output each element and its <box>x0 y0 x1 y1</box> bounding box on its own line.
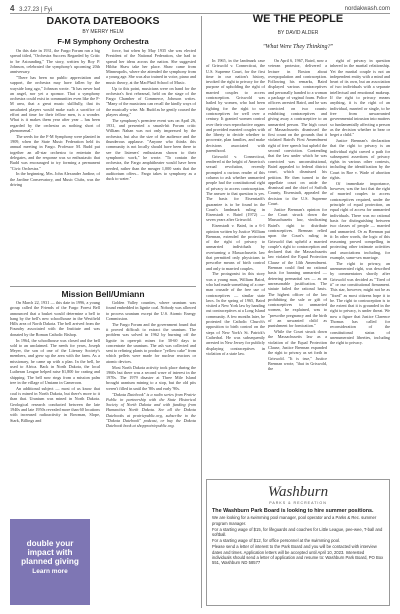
ad-headline: double your impact with planned giving <box>21 539 79 566</box>
paragraph: On March 22, 1931 — this date in 1996, a young group called the Friends of the Fargo Forest Bell announced that a basket would determine a bell to hang by the bell's new schoolhouse in the Westfield Hills area of North Dakota. The bell arrived from the Foundry associated with the Institute and was donated by the Roman Catholic Bishop. <box>10 300 100 337</box>
right-subtitle: "What Were They Thinking?" <box>262 44 334 50</box>
paragraph: Golden Valley counties, where uranium was found embedded in lignite coal. Nobody was allowed to process uranium except the U.S. Atomic Energy Commission. <box>106 300 196 321</box>
right-col-3 <box>330 58 390 474</box>
left-byline: BY MERRY HELM <box>82 29 124 35</box>
column-divider <box>201 16 202 608</box>
paragraph: In 1965, in the landmark case of Griswold v. Connecticut, the U.S. Supreme Court, for the first time in our nation's history, invoked the right to privacy for the purpose of upholding the right of married couples to access contraception. Griswold was hailed by women, who had been fighting for the right to use contraceptives for well over a century. It granted women control over their own reproductive organs and provided married couples with the liberty to decide whether to procreate, plan families, and make decisions associated with parenthood. <box>206 58 265 154</box>
we-the-people-title: WE THE PEOPLE <box>252 13 344 25</box>
washburn-body-1: We are looking for a swimming pool manager, pool operator and a Parks & Rec. summer program manager. <box>212 515 377 526</box>
mission-col-2 <box>106 300 196 606</box>
paragraph: Most North Dakota activity took place during the 1960s but there was a second wave of interest in the 1970s. The 1979 disaster at Three Mile Island brought uranium mining to a stop, but the old pits weren't filled in until the '80s and early '90s. <box>106 364 196 391</box>
left-subtitle: F-M Symphony Orchestra <box>57 37 149 46</box>
paragraph: In the beginning, Mrs. John Alexander Jardine, of the Jardine Conservatory, and Music Clubs, was the driving <box>10 171 100 187</box>
paragraph: The symphony's premiere event was on April 26, 1931, and presented a smash-hit Forum critic William Nahan was not only impressed by the orchestra, but also the size of the audience and the thunderous applause. "Anyone who thinks this community is not locally should have been there to see the listeners' enthusiasm shown to their symphonic work," he wrote. "To contain the orchestra, the Fargo amphitheater would have been needed, rather than the meager 1,000 seats that the auditorium offers... Fargo takes to symphony as a duck to water." <box>106 117 196 182</box>
washburn-body-3: For a starting wage of $12, for office personnel at the swimming pool. <box>212 538 341 544</box>
washburn-tagline: PARKS & RECREATION <box>269 501 327 505</box>
page-info: 4 3.27.23 | Fyi <box>10 4 53 13</box>
ad-cta[interactable]: Learn more <box>32 568 68 575</box>
paragraph: Up to this point, musicians were on hand for the orchestra's first rehearsal, held on the stage of the Fargo Chamber of Commerce, Johnson writes. "Many of the musicians can recall the kindly ways of the musically wise. Mr. Budd as he gently coaxed the players along." <box>106 85 196 118</box>
paragraph: "Dakota Datebook" is a radio series from Prairie Public in partnership with the State Historical Society of North Dakota and with funding from Humanities North Dakota. See all the Dakota Datebooks at prairiepublic.org, subscribe to the "Dakota Datebook" podcast, or buy the Dakota Datebook book at shopprairiepublic.org. <box>106 391 196 429</box>
washburn-logo: Washburn <box>267 484 329 500</box>
washburn-body-2: For a starting wage of $15, for lifeguards and coaches for Little League, pee-wee, T-ball and softball. <box>212 526 383 538</box>
paragraph: Justice Brennan's opinion for the Court struck down the Massachusetts law, vindicating Baird's right to distribute contraceptives. Brennan relied upon the Court's ruling in Griswold that upheld a married couple's right to contraception and declared that the Massachusetts law violated the Equal Protection Clause of the 14th Amendment. Brennan could find no rational basis for banning unmarried — deterring premarital sex — as an unreasonable justification. The statute failed the rational basis. The highest officer of the law prohibiting the sale or gift of contraceptives to unmarried women, he explained, was to "prescribe pregnancy and the birth of an unwanted child as punishment for fornication." <box>268 206 327 329</box>
paragraph: Of immediate importance, however, was the fact that the right of married couples to access contraceptives required, under the principle of equal protection, an equal right of access for unmarried individuals. There was no rational basis for distinguishing between two classes of people — married and unmarried. Or as Brennan put it: In other words, the logic of this reasoning proved compelling in protecting other intimate activities and associations including, for example, same-sex marriage. <box>330 180 390 260</box>
paragraph: Griswold v. Connecticut, rendered at the height of America's sexual revolution, recently prompted a curious reader of this column to ask whether unmarried people had the constitutional right of privacy to access contraception. The answer to that question is yes. The basis for Eisenstadt's guarantee is to be found in the Court's landmark ruling in Eisenstadt v. Baird (1972) — seven years after Griswold. <box>206 153 265 223</box>
website-link[interactable]: nordakwash.com <box>344 5 390 12</box>
paragraph: An additional subject — most of us know that coal is mined in North Dakota, but there's more to it than that. Uranium was mined in North Dakota. Geological research conducted between the late 1940s and late 1950s revealed more than 60 locations with increased radioactivity in Bowman, Slope, Stark, Billings and <box>10 385 100 423</box>
washburn-body-4: Please send a letter of interest to the Park Board and you will be contacted with interview dates and times. Application letters will be accepted until April 10, 2023. Interested individuals should send a letter of application and resume to: Washburn Park Board, PO Box 551, Washburn ND 58577 <box>212 544 384 566</box>
paragraph: The right to privacy, an unenumerated right, was described by commentators shortly after Griswold was decided as "Tired of it" or our constitutional firmament. This star, however, might not be as "fixed" as most citizens hope it to be. The right to contraception is to the extent that it is grounded in the right to privacy, is under threat. We now a figure that Justice Clarence Thomas has called for reconsideration of the constitutional status of unenumerated liberties, including the right to privacy. <box>330 260 390 346</box>
right-col-1 <box>206 58 265 474</box>
paragraph: In 1964, the schoolhouse was closed and the bell sold to an unclaimed. The needs for years, Joseph Meyer, the son of one of the Literary Society's members, and grew up the area with the farm. As a missionary, he came up with a plan. In the bell, he used to Africa. Back in North Dakota, the local Lutheran League helped raise $1,800 for crating and shipping. The bell now rings from a mission palm tree in the village of Umiann in Cameroon. <box>10 337 100 385</box>
right-col-2 <box>268 58 327 474</box>
paragraph: On April 6, 1967, Baird, now a veteran protestor, delivered a lecture in Boston about overpopulation and contraception. Following his remarks, Baird displayed various contraceptives and personally handed to a woman a package of vaginal foam. Police officers arrested Baird, and he was convicted on two counts: exhibiting contraceptives and giving away a contraceptive to an unmarried person. The high court of Massachusetts dismissed the first count on the grounds that it violated Baird's First Amendment right of free speech but upheld the second conviction. Contending that the law under which he was convicted was unconstitutional, Baird appealed to federal district court, which dismissed his petition. He then turned to the appellate court on aside the dismissal and the chief of Suffolk County, Eisenstadt, appealed the decision to the U.S. Supreme Court. <box>268 58 327 207</box>
paragraph: right of privacy in question inhered in the marital relationship. Yet the marital couple is not an independent entity with a mind and heart of its own, but an association of two individuals with a separate intellectual and emotional makeup. If the right to privacy means anything, it is the right of an individual, married or single, to be free from unwarranted governmental intrusion into matters so fundamentally affecting a person as the decision whether to bear or beget a child." <box>330 58 390 138</box>
paragraph: force, but when by May 1935 she was elected President of the National Federation, she had to spread her ideas across the nation. She suggested Hildur Shaw take her place. Shaw came from Minneapolis, where she attended the symphony from a young age. She was also trained in voice, piano and music theory, at the MacPhail School of Music. <box>106 48 196 85</box>
left-col-2 <box>106 48 196 282</box>
planned-giving-ad[interactable] <box>10 519 90 605</box>
mission-col-1 <box>10 300 100 515</box>
paragraph: "There has been no public appreciation and support, the orchestra may have fallen by the wayside long ago," Johnson wrote. "It has never had an angel, nor yet a sponsor. That a symphony orchestra could exist in communities even like the F-M area, that a great music skillfully, that its unsalaried players would make such a sacrifice of effort and time for their fellow men, is a wonder. What is it makes them year after year – has been regarded by the orchestra as nothing short of phenomenal." <box>10 74 100 133</box>
paragraph: The seeds for the F-M Symphony were planted in 1909, when the State Music Federation held its annual meeting in Fargo. Professor M. Budd put together an all-star orchestra to entertain the delegates, and the response was so enthusiastic that Budd was encouraged to try forming a permanent "Civic Orchestra." <box>10 133 100 171</box>
section-name: Fyi <box>44 7 53 13</box>
dakota-datebooks-title: DAKOTA DATEBOOKS <box>46 15 160 27</box>
paragraph: Justice Brennan's declaration that the right to privacy is an individual right carved a path for subsequent assertions of privacy rights in various other contexts, including the identification by the Court in Roe v. Wade of abortion rights. <box>330 137 390 181</box>
divider <box>10 286 196 287</box>
mission-bell-title: Mission Bell/Umiann <box>61 289 145 299</box>
left-col-1 <box>10 48 100 282</box>
paragraph: On this date in 1931, the Fargo Forum ran a big spread titled, "Orchestra Success Regarded by Critic to be Astounding." The story, written by Roy P. Johnson, celebrated the symphony's upcoming 20th anniversary. <box>10 48 100 75</box>
issue-date: 3.27.23 <box>19 7 40 13</box>
paragraph: Eisenstadt v. Baird, in a 6-1 opinion written by Justice William Brennan, extended the protection of the right of privacy to unmarried individuals by overturning a Massachusetts law that permitted only physicians to prescribe means of birth control and only to married couples. <box>206 223 265 271</box>
right-byline: BY DAVID ALDER <box>277 30 319 36</box>
paragraph: The protagonist in this story was a young man, William Baird, who had made something of a one-man crusade of the free use of contraceptives — similar state laws. In the spring of 1965, Baird visited a New York law by handing out contraceptives at a Long Island community. A few months later, he protested the Catholic Church's opposition to birth control on the steps of New York's St. Patrick's Cathedral. He was subsequently arrested in New Jersey for publicly displaying contraceptives in violation of a state law. <box>206 271 265 356</box>
page-number: 4 <box>10 4 15 13</box>
paragraph: While the Court struck down the Massachusetts law as a violation of the Equal Protection Clause, Justice Brennan expanded the right to privacy as set forth in Griswold. "It is true," Justice Brennan wrote, "that in Griswold, the <box>268 329 327 372</box>
washburn-park-board-ad[interactable] <box>206 479 390 606</box>
paragraph: The Fargo Forum and the government found that it proved difficult to extract the uranium. The problem was solved in 1962 by burning off the lignite in open-pit mines for 30-60 days to concentrate the uranium. The ash was collected and sent to refining plants to produce "yellow cake" from which pellets were made for nuclear reactors or atomic devices. <box>106 321 196 364</box>
washburn-headline: The Washburn Park Board is looking to hire summer positions. <box>212 508 374 514</box>
